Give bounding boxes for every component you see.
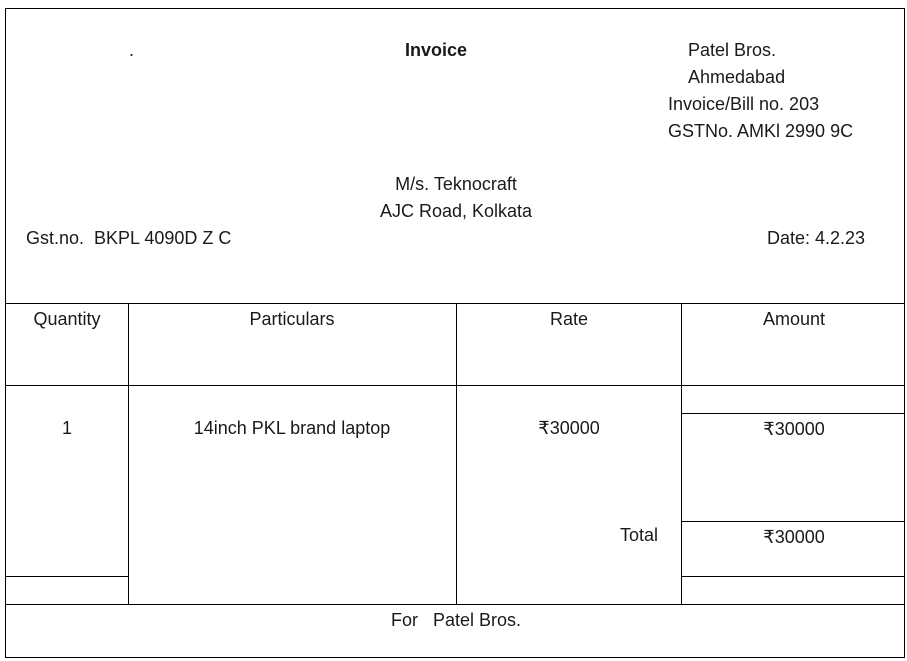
- buyer-gst: Gst.no. BKPL 4090D Z C: [26, 228, 232, 248]
- invoice-date: Date: 4.2.23: [767, 228, 866, 248]
- header-row-border: [5, 385, 905, 386]
- item-rate: ₹30000: [538, 418, 600, 438]
- table-bottom-border: [5, 604, 905, 605]
- header-dot: .: [129, 40, 135, 60]
- column-header-rate: Rate: [549, 309, 589, 329]
- column-header-particulars: Particulars: [249, 309, 335, 329]
- buyer-address: AJC Road, Kolkata: [379, 201, 533, 221]
- item-particulars: 14inch PKL brand laptop: [193, 418, 391, 438]
- column-divider-2: [456, 303, 457, 604]
- total-top-border: [681, 521, 905, 522]
- table-top-border: [5, 303, 905, 304]
- seller-gst: GSTNo. AMKl 2990 9C: [668, 121, 854, 141]
- column-header-quantity: Quantity: [33, 309, 101, 329]
- column-header-amount: Amount: [762, 309, 826, 329]
- seller-city: Ahmedabad: [688, 67, 786, 87]
- bill-number: Invoice/Bill no. 203: [668, 94, 820, 114]
- total-amount: ₹30000: [763, 527, 825, 547]
- column-divider-3: [681, 303, 682, 604]
- amount-spacer-border: [681, 413, 905, 414]
- column-divider-1: [128, 303, 129, 604]
- total-bottom-border: [681, 576, 905, 577]
- quantity-bottom-border: [5, 576, 128, 577]
- invoice-title: Invoice: [404, 40, 468, 60]
- item-quantity: 1: [61, 418, 73, 438]
- buyer-name: M/s. Teknocraft: [395, 174, 517, 194]
- total-label: Total: [620, 525, 659, 545]
- seller-name: Patel Bros.: [688, 40, 777, 60]
- signature-line: For Patel Bros.: [390, 610, 522, 630]
- item-amount: ₹30000: [763, 419, 825, 439]
